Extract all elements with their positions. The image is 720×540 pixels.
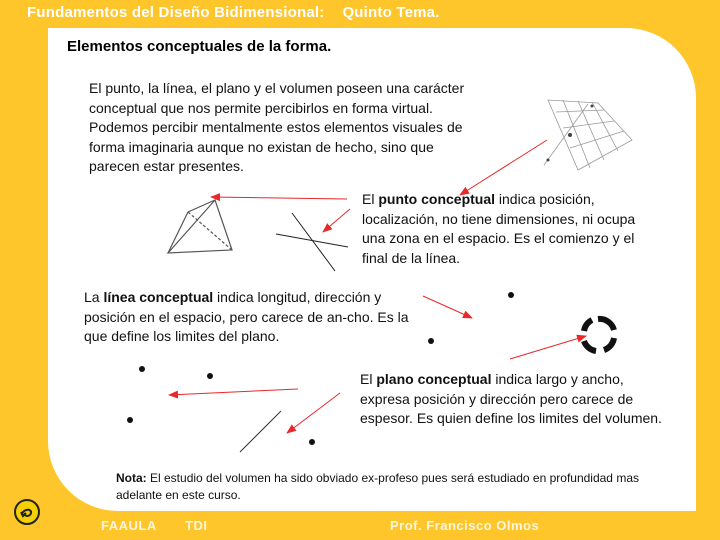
- course-title: Fundamentos del Diseño Bidimensional:: [27, 4, 325, 21]
- linea-pre: La: [84, 289, 104, 305]
- footer-code: TDI: [185, 518, 208, 533]
- plano-pre: El: [360, 371, 377, 387]
- note-label: Nota:: [116, 471, 147, 485]
- tetrahedron-diagram: [168, 200, 232, 253]
- crossing-lines: [276, 213, 348, 271]
- diagonal-line: [240, 411, 281, 452]
- linea-term: línea conceptual: [103, 289, 214, 305]
- plano-term: plano conceptual: [376, 371, 492, 387]
- points: [127, 292, 514, 445]
- linea-post: indica longitud, dirección y posición en el espacio, pero carece de an-cho. Es la que define los limites del plano.: [84, 289, 409, 344]
- punto-post: indica posición, localización, no tiene dimensiones, ni ocupa una zona en el espacio. Es el comienzo y el final de la línea.: [362, 191, 636, 266]
- plano-post: indica largo y ancho, expresa posición y dirección pero carece de espesor. Es quien define los limites del volumen.: [360, 371, 662, 426]
- intro-paragraph: El punto, la línea, el plano y el volumen poseen una carácter conceptual que nos permite percibirlos en forma virtual. Podemos percibir mentalmente estos elementos visuales de forma imaginaria aunque no existan de hecho, sino que parecen estar presentes.: [89, 80, 465, 174]
- punto-term: punto conceptual: [378, 191, 496, 207]
- footer-org: FAAULA: [101, 518, 157, 533]
- note-text: El estudio del volumen ha sido obviado ex-profeso pues será estudiado en profundidad mas adelante en este curso.: [116, 471, 639, 502]
- topic-title: Quinto Tema.: [342, 4, 440, 21]
- punto-pre: El: [362, 191, 379, 207]
- red-arrows: [169, 140, 586, 433]
- broken-circle-shape: [584, 319, 614, 351]
- footer-author: Prof. Francisco Olmos: [390, 518, 540, 533]
- plane-grid-diagram: [544, 100, 632, 170]
- section-heading: Elementos conceptuales de la forma.: [67, 38, 332, 55]
